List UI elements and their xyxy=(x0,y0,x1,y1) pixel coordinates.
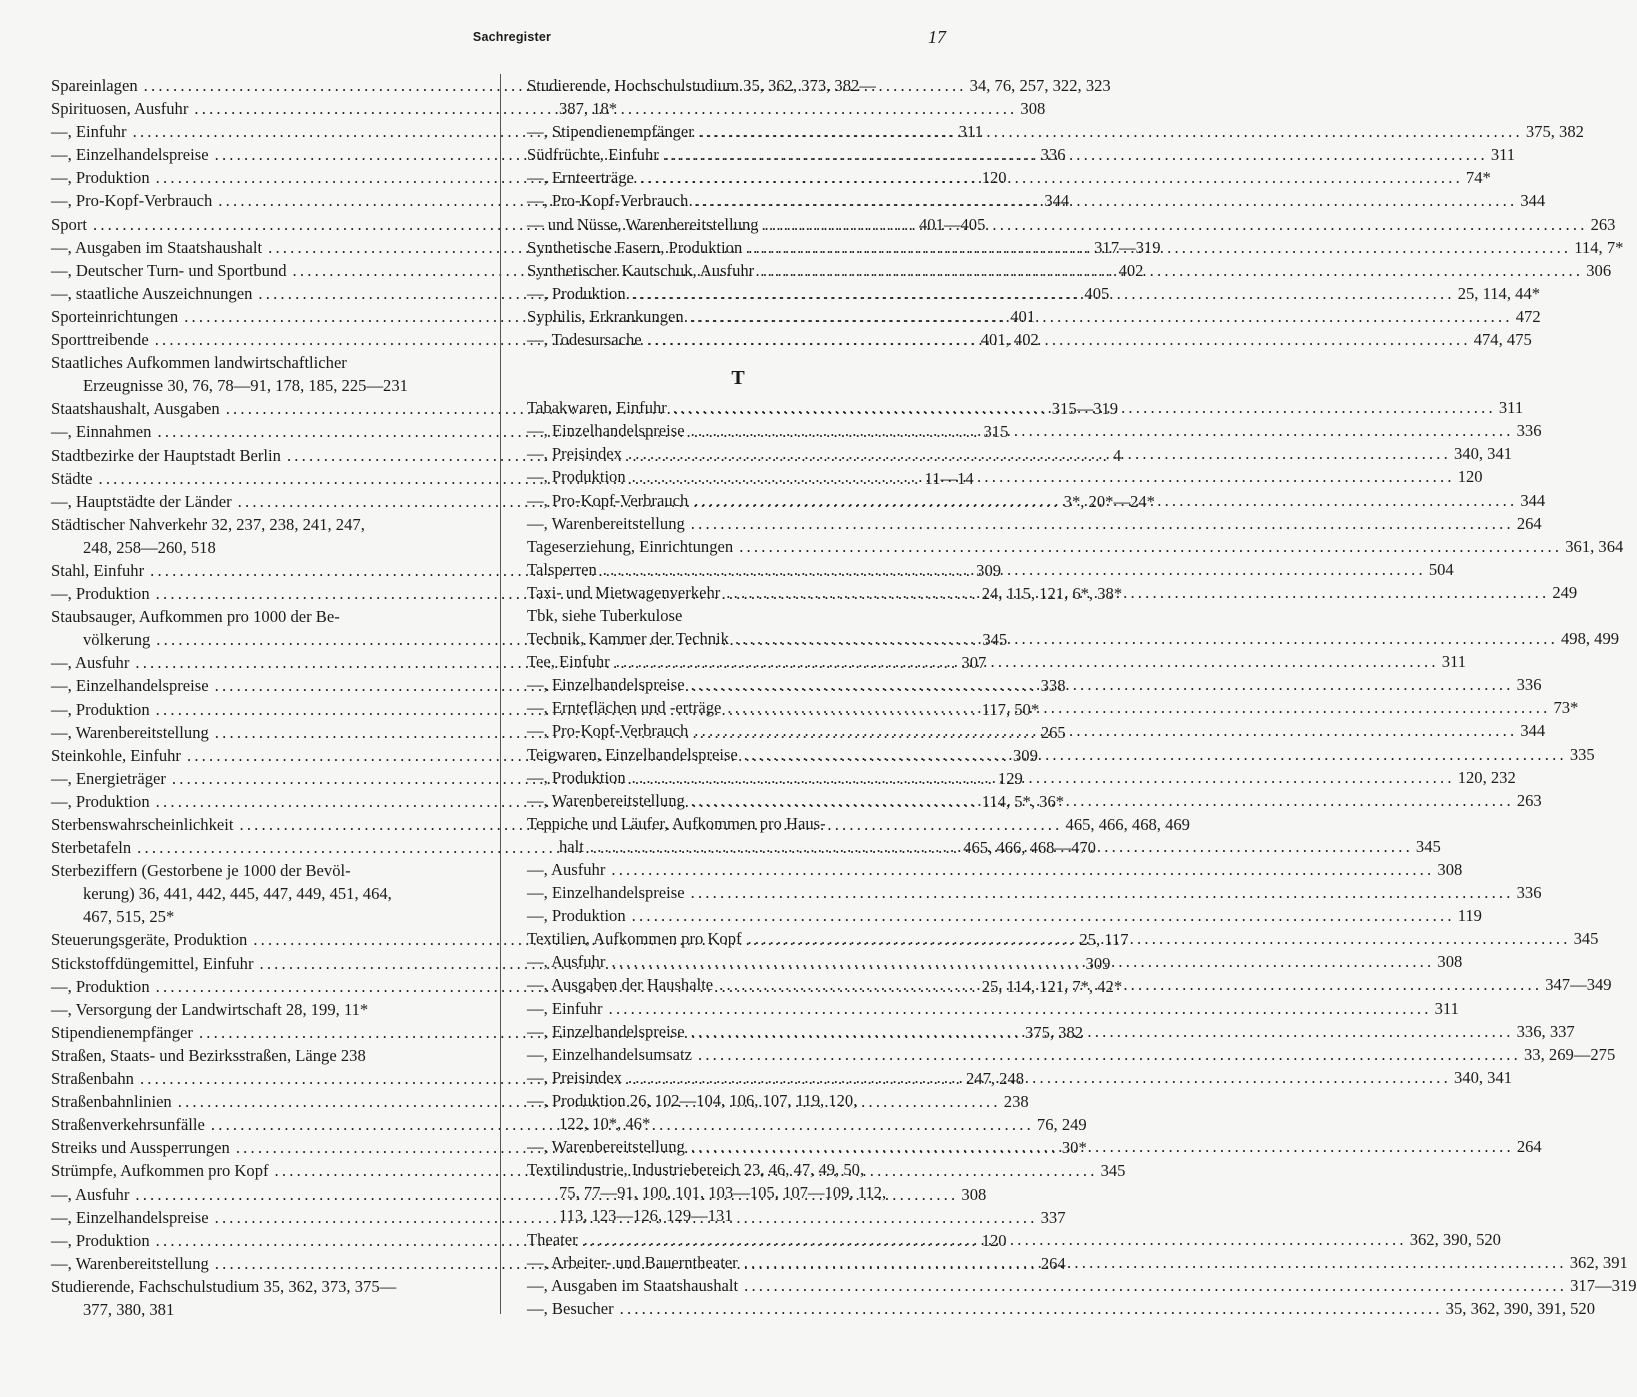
leader-dots xyxy=(744,1251,1567,1274)
entry-term: —, Energieträger xyxy=(51,768,166,788)
leader-dots xyxy=(648,328,1471,351)
page-references: 402 xyxy=(1118,260,1144,280)
page-references: 264 xyxy=(1516,1137,1542,1157)
leader-dots xyxy=(665,143,1488,166)
page-references: 317—319 xyxy=(1094,237,1161,257)
entry-term: —, Produktion xyxy=(527,767,626,787)
entry-term: —, Todesursache xyxy=(527,330,642,350)
entry-text: völkerung xyxy=(83,630,151,650)
entry-term: Theater xyxy=(527,1229,578,1249)
page-references: 401—405 xyxy=(919,214,986,234)
page-references: 311 xyxy=(1441,652,1467,672)
entry-term: Spirituosen, Ausfuhr xyxy=(51,99,189,119)
entry-term: —, Ernteerträge xyxy=(527,168,634,188)
page-references: 344 xyxy=(1044,191,1070,211)
leader-dots xyxy=(719,973,1542,996)
page-references: 265 xyxy=(1040,722,1066,742)
leader-dots xyxy=(727,696,1550,719)
page-references: 336 xyxy=(1040,145,1066,165)
page-references: 474, 475 xyxy=(1473,330,1532,350)
entry-term: —, Preisindex xyxy=(527,1067,622,1087)
entry-term: Syphilis, Erkrankungen xyxy=(527,306,684,326)
index-entry-continuation xyxy=(51,374,473,397)
page-references: 3*, 20*—24* xyxy=(1063,491,1155,511)
leader-dots xyxy=(611,950,1434,973)
entry-term: —, Produktion xyxy=(51,791,150,811)
entry-text: 377, 380, 381 xyxy=(83,1299,175,1319)
index-entry xyxy=(527,442,1513,465)
entry-term: Spareinlagen xyxy=(51,76,138,95)
index-entry xyxy=(51,674,1066,697)
entry-term: Synthetischer Kautschuk, Ausfuhr xyxy=(527,260,755,280)
entry-term: —, Produktion 26, 102—104, 106, 107, 119, 120, xyxy=(527,1090,858,1110)
leader-dots xyxy=(691,881,1514,904)
page-references: 345 xyxy=(982,630,1008,650)
leader-dots xyxy=(632,904,1455,927)
entry-term: —, Pro-Kopf-Verbrauch xyxy=(527,191,689,211)
index-entry xyxy=(51,859,473,882)
entry-text: 387, 18* xyxy=(559,99,618,119)
entry-term: Südfrüchte, Einfuhr xyxy=(527,145,659,165)
page-references: 361, 364 xyxy=(1565,536,1624,556)
index-entry xyxy=(527,1043,1616,1066)
page-references: 405 xyxy=(1084,283,1110,303)
page-references: 306 xyxy=(1586,260,1612,280)
page-references: 120, 232 xyxy=(1457,767,1516,787)
leader-dots xyxy=(590,837,1413,856)
entry-term: —, Ernteflächen und -erträge xyxy=(527,698,722,718)
leader-dots xyxy=(694,719,1517,742)
index-entry-continuation xyxy=(51,905,473,928)
leader-dots xyxy=(620,1297,1443,1320)
leader-dots xyxy=(739,535,1562,558)
entry-term: Sterbetafeln xyxy=(51,838,132,858)
page-references: 344 xyxy=(1520,490,1546,510)
entry-term: Studierende, Fachschulstudium 35, 362, 373, 375— xyxy=(51,1276,397,1296)
entry-term: —, Warenbereitstellung xyxy=(527,513,685,533)
page-references: 4 xyxy=(1112,445,1122,465)
page-references: 311 xyxy=(1490,145,1516,165)
entry-term: —, Besucher xyxy=(527,1298,614,1318)
entry-term: Tabakwaren, Einfuhr xyxy=(527,398,667,418)
page-references: 263 xyxy=(1516,790,1542,810)
leader-dots xyxy=(694,489,1517,512)
entry-term: Stadtbezirke der Hauptstadt Berlin xyxy=(51,445,281,465)
entry-term: Staatshaushalt, Ausgaben xyxy=(51,399,220,419)
page-references: 340, 341 xyxy=(1453,1067,1513,1087)
leader-dots xyxy=(691,673,1514,696)
index-entry-continuation xyxy=(527,97,949,120)
page-references: 337 xyxy=(1040,1207,1066,1227)
entry-term: —, Stipendienempfänger xyxy=(527,122,694,142)
index-entry xyxy=(527,74,949,97)
page-references: 308 xyxy=(1437,860,1463,879)
entry-term: —, Warenbereitstellung xyxy=(51,1253,209,1273)
page-references: 308 xyxy=(961,1184,987,1204)
index-entry xyxy=(527,604,949,627)
page-references: 117, 50* xyxy=(981,699,1040,719)
page-references: 120 xyxy=(1457,467,1483,487)
page-references: 345 xyxy=(1415,836,1441,856)
page-references: 317—319 xyxy=(1570,1275,1637,1295)
entry-term: —, Warenbereitstellung xyxy=(527,790,685,810)
page-references: 344 xyxy=(1520,191,1546,211)
index-entry xyxy=(51,605,473,628)
page-references: 74* xyxy=(1465,168,1491,188)
entry-term: Straßenbahnlinien xyxy=(51,1092,172,1112)
index-entry xyxy=(527,512,1542,535)
index-entry xyxy=(51,513,473,536)
leader-dots xyxy=(691,789,1514,812)
index-entry-continuation xyxy=(51,1298,473,1321)
entry-term: Steinkohle, Einfuhr xyxy=(51,745,181,765)
entry-term: Stahl, Einfuhr xyxy=(51,560,145,580)
page-references: 340, 341 xyxy=(1453,444,1513,464)
page-references: 345 xyxy=(1573,929,1599,949)
page-references: 336 xyxy=(1516,675,1542,695)
index-entry-continuation xyxy=(51,882,473,905)
leader-dots xyxy=(609,997,1432,1020)
entry-term: —, Preisindex xyxy=(527,444,622,464)
entry-text: 467, 515, 25* xyxy=(83,907,175,927)
entry-term: —, Produktion xyxy=(51,168,150,188)
entry-text: halt xyxy=(559,836,584,856)
index-entry xyxy=(527,858,1463,881)
entry-term: Straßenverkehrsunfälle xyxy=(51,1115,205,1135)
entry-term: Studierende, Hochschulstudium 35, 362, 373, 382— xyxy=(527,76,876,95)
entry-term: —, Warenbereitstellung xyxy=(51,722,209,742)
entry-term: Straßenbahn xyxy=(51,1069,134,1089)
page-references: 73* xyxy=(1553,698,1579,718)
entry-term: Sport xyxy=(51,214,87,234)
page-references: 114, 7* xyxy=(1574,237,1624,257)
page-references: 24, 115, 121, 6*, 38* xyxy=(981,584,1123,604)
page-references: 336 xyxy=(1516,883,1542,903)
entry-term: Sterbenswahrscheinlichkeit xyxy=(51,815,234,834)
page-references: 311 xyxy=(958,122,983,142)
entry-term: Sporteinrichtungen xyxy=(51,306,179,326)
page-references: 309 xyxy=(976,560,1002,580)
entry-term: —, Versorgung der Landwirtschaft 28, 199, 11* xyxy=(51,999,369,1019)
entry-term: —, Einnahmen xyxy=(51,422,152,442)
page-references: 472 xyxy=(1515,306,1541,326)
page-references: 264 xyxy=(1040,1253,1066,1273)
entry-term: Straßen, Staats- und Bezirksstraßen, Länge 238 xyxy=(51,1045,366,1065)
index-entry-continuation xyxy=(51,536,473,559)
entry-term: Teigwaren, Einzelhandelspreise xyxy=(527,744,738,764)
entry-term: Stickstoffdüngemittel, Einfuhr xyxy=(51,953,254,973)
leader-dots xyxy=(748,927,1571,950)
leader-dots xyxy=(632,766,1455,789)
entry-text: kerung) 36, 441, 442, 445, 447, 449, 451, 464, xyxy=(83,884,392,904)
entry-term: —, Ausfuhr xyxy=(51,1184,130,1204)
entry-term: —, Produktion xyxy=(51,976,150,996)
page-references: 249 xyxy=(1552,582,1578,602)
page-references: 335 xyxy=(1569,744,1595,764)
page-references: 11—14 xyxy=(924,468,974,488)
page-references: 315 xyxy=(983,422,1009,442)
entry-term: Staatliches Aufkommen landwirtschaftlicher xyxy=(51,353,347,373)
entry-term: Textilindustrie, Industriebereich 23, 46, 47, 49, 50, xyxy=(527,1160,865,1180)
entry-term: —, Einzelhandelspreise xyxy=(527,883,685,903)
page-references: 401, 402 xyxy=(980,330,1039,350)
page-references: 465, 466, 468—470 xyxy=(963,838,1096,858)
entry-term: — und Nüsse, Warenbereitstellung xyxy=(527,214,759,234)
entry-term: Synthetische Fasern, Produktion xyxy=(527,237,743,257)
entry-term: —, Ausgaben im Staatshaushalt xyxy=(527,1275,739,1295)
entry-term: Textilien, Aufkommen pro Kopf xyxy=(527,929,742,949)
leader-dots xyxy=(700,120,1523,143)
leader-dots xyxy=(744,1274,1567,1297)
entry-term: —, Produktion xyxy=(527,467,626,487)
entry-term: —, Produktion xyxy=(51,584,150,604)
page-references: 375, 382 xyxy=(1024,1022,1084,1042)
page-references: 347—349 xyxy=(1545,975,1612,995)
entry-text: 248, 258—260, 518 xyxy=(83,537,216,557)
entry-text: 113, 123—126, 129—131 xyxy=(559,1206,733,1226)
leader-dots xyxy=(691,419,1514,442)
page-references: 345 xyxy=(1100,1161,1126,1181)
page-references: 25, 114, 44* xyxy=(1457,283,1541,303)
entry-term: Tee, Einfuhr xyxy=(527,652,610,672)
index-entry xyxy=(51,1275,473,1298)
index-entry xyxy=(51,998,473,1021)
page-references: 311 xyxy=(1498,398,1524,418)
entry-term: Sterbeziffern (Gestorbene je 1000 der Bevöl- xyxy=(51,861,351,881)
entry-term: —, Pro-Kopf-Verbrauch xyxy=(527,721,689,741)
page-references: 338 xyxy=(1040,676,1066,696)
entry-term: —, Produktion xyxy=(51,1230,150,1250)
entry-term: —, Ausfuhr xyxy=(51,653,130,673)
entry-term: —, Produktion xyxy=(51,699,150,719)
page-references: 375, 382 xyxy=(1525,122,1584,142)
entry-term: —, Ausgaben im Staatshaushalt xyxy=(51,237,263,257)
entry-term: Stipendienempfänger xyxy=(51,1022,193,1042)
page-references: 311 xyxy=(1434,998,1459,1018)
entry-term: —, Einzelhandelspreise xyxy=(51,676,209,696)
entry-term: —, Ausfuhr xyxy=(527,860,606,879)
page-references: 263 xyxy=(1590,214,1616,234)
page-references: 362, 390, 520 xyxy=(1409,1229,1501,1249)
page-references: 33, 269—275 xyxy=(1524,1044,1616,1064)
page-references: 25, 114, 121, 7*, 42* xyxy=(981,976,1123,996)
entry-term: —, Einzelhandelspreise xyxy=(527,421,685,441)
entry-term: —, Ausfuhr xyxy=(527,952,606,972)
entry-term: Städte xyxy=(51,468,93,488)
section-letter-heading: T xyxy=(731,367,745,390)
leader-dots xyxy=(628,442,1451,465)
index-entry xyxy=(527,189,1546,212)
leader-dots xyxy=(690,305,1513,328)
page-references: 309 xyxy=(1085,953,1111,973)
index-entry xyxy=(527,1274,1637,1297)
entry-term: —, Ausgaben der Haushalte xyxy=(527,975,714,995)
index-entry xyxy=(527,535,1624,558)
entry-text: 122, 10*, 46* xyxy=(559,1114,651,1134)
page-references: 238 xyxy=(1003,1092,1029,1112)
leader-dots xyxy=(760,259,1583,282)
index-entry xyxy=(527,1089,949,1112)
leader-dots xyxy=(726,581,1549,604)
entry-term: —, Produktion xyxy=(527,283,626,303)
entry-term: —, Arbeiter- und Bauerntheater xyxy=(527,1252,738,1272)
entry-term: —, Einzelhandelspreise xyxy=(527,1021,685,1041)
index-entry xyxy=(527,997,1459,1020)
page-references: 114, 5*, 36* xyxy=(981,791,1065,811)
index-entry xyxy=(527,465,1483,488)
page-references: 401 xyxy=(1010,306,1036,326)
leader-dots xyxy=(616,650,1439,673)
leader-dots xyxy=(603,558,1426,581)
entry-term: —, Einzelhandelspreise xyxy=(51,1207,209,1227)
page-references: 119 xyxy=(1457,906,1482,926)
entry-term: —, Einzelhandelspreise xyxy=(51,145,209,165)
entry-term: —, Pro-Kopf-Verbrauch xyxy=(51,191,213,211)
leader-dots xyxy=(673,396,1496,419)
index-entry xyxy=(51,1044,473,1067)
entry-term: Sporttreibende xyxy=(51,330,149,350)
column-divider xyxy=(500,74,501,1314)
entry-term: Streiks und Aussperrungen xyxy=(51,1138,230,1158)
page-number: 17 xyxy=(928,27,946,47)
leader-dots xyxy=(628,1066,1451,1089)
entry-term: —, Warenbereitstellung xyxy=(527,1137,685,1157)
page-references: 264 xyxy=(1516,513,1542,533)
index-entry xyxy=(527,904,1482,927)
page-references: 25, 117 xyxy=(1079,930,1129,950)
running-header-title: Sachregister xyxy=(472,30,552,44)
leader-dots xyxy=(584,1228,1407,1251)
entry-term: Tbk, siehe Tuberkulose xyxy=(527,605,683,625)
leader-dots xyxy=(765,213,1588,236)
index-entry-continuation xyxy=(527,1204,949,1227)
entry-term: Steuerungsgeräte, Produktion xyxy=(51,930,248,950)
leader-dots xyxy=(748,236,1571,259)
leader-dots xyxy=(632,282,1455,305)
entry-term: —, Pro-Kopf-Verbrauch xyxy=(527,490,689,510)
page-references: 30* xyxy=(1061,1138,1087,1158)
page-references: 465, 466, 468, 469 xyxy=(1065,815,1190,834)
entry-term: Technik, Kammer der Technik xyxy=(527,629,729,649)
entry-term: —, Hauptstädte der Länder xyxy=(51,491,232,511)
entry-term: —, Produktion xyxy=(527,906,626,926)
index-entry xyxy=(527,881,1542,904)
entry-term: Tageserziehung, Einrichtungen xyxy=(527,536,734,556)
page-references: 247, 248 xyxy=(965,1069,1025,1089)
entry-term: Strümpfe, Aufkommen pro Kopf xyxy=(51,1161,269,1181)
page-references: 344 xyxy=(1520,721,1546,741)
entry-term: Staubsauger, Aufkommen pro 1000 der Be- xyxy=(51,607,340,627)
index-entry xyxy=(51,189,1070,212)
index-entry-continuation xyxy=(527,1181,949,1204)
entry-term: —, Einfuhr xyxy=(51,122,127,142)
entry-term: Städtischer Nahverkehr 32, 237, 238, 241, 247, xyxy=(51,514,365,534)
entry-term: —, Einfuhr xyxy=(527,998,603,1018)
page-references: 308 xyxy=(1437,952,1463,972)
page-references: 504 xyxy=(1428,559,1454,579)
entry-term: —, staatliche Auszeichnungen xyxy=(51,283,253,303)
entry-text: Erzeugnisse 30, 76, 78—91, 178, 185, 225—231 xyxy=(83,376,408,396)
entry-term: —, Deutscher Turn- und Sportbund xyxy=(51,260,287,280)
entry-text: 75, 77—91, 100, 101, 103—105, 107—109, 112, xyxy=(559,1183,887,1203)
index-entry xyxy=(51,351,473,374)
entry-term: Teppiche und Läufer, Aufkommen pro Haus- xyxy=(527,813,826,833)
leader-dots xyxy=(694,189,1517,212)
index-entry xyxy=(527,1297,1596,1320)
leader-dots xyxy=(691,1135,1514,1158)
page-references: 35, 362, 390, 391, 520 xyxy=(1445,1298,1596,1318)
page-references: 336 xyxy=(1516,421,1542,441)
page-references: 308 xyxy=(1020,99,1046,119)
leader-dots xyxy=(611,858,1434,881)
page-references: 309 xyxy=(1013,745,1038,765)
leader-dots xyxy=(691,1020,1514,1043)
page-references: 129 xyxy=(997,768,1023,788)
page-references: 315—319 xyxy=(1051,399,1119,419)
page-references: 120 xyxy=(981,168,1007,188)
entry-term: Taxi- und Mietwagenverkehr xyxy=(527,582,721,602)
leader-dots xyxy=(744,743,1567,766)
entry-term: Talsperren xyxy=(527,559,597,579)
index-entry xyxy=(527,1158,949,1181)
page-references: 362, 391 xyxy=(1569,1252,1628,1272)
index-entry xyxy=(527,812,949,835)
leader-dots xyxy=(698,1043,1521,1066)
page-references: 498, 499 xyxy=(1560,629,1620,649)
page-references: 120 xyxy=(981,1230,1007,1250)
page-references: 307 xyxy=(961,653,987,673)
entry-term: —, Einzelhandelspreise xyxy=(527,675,685,695)
leader-dots xyxy=(735,627,1558,650)
index-entry-continuation xyxy=(527,1112,949,1135)
entry-term: —, Einzelhandelsumsatz xyxy=(527,1044,692,1064)
leader-dots xyxy=(632,465,1455,488)
page-references: 34, 76, 257, 322, 323 xyxy=(969,76,1111,95)
page-references: 76, 249 xyxy=(1036,1115,1087,1135)
leader-dots xyxy=(691,512,1514,535)
page-references: 336, 337 xyxy=(1516,1021,1575,1041)
leader-dots xyxy=(640,166,1463,189)
